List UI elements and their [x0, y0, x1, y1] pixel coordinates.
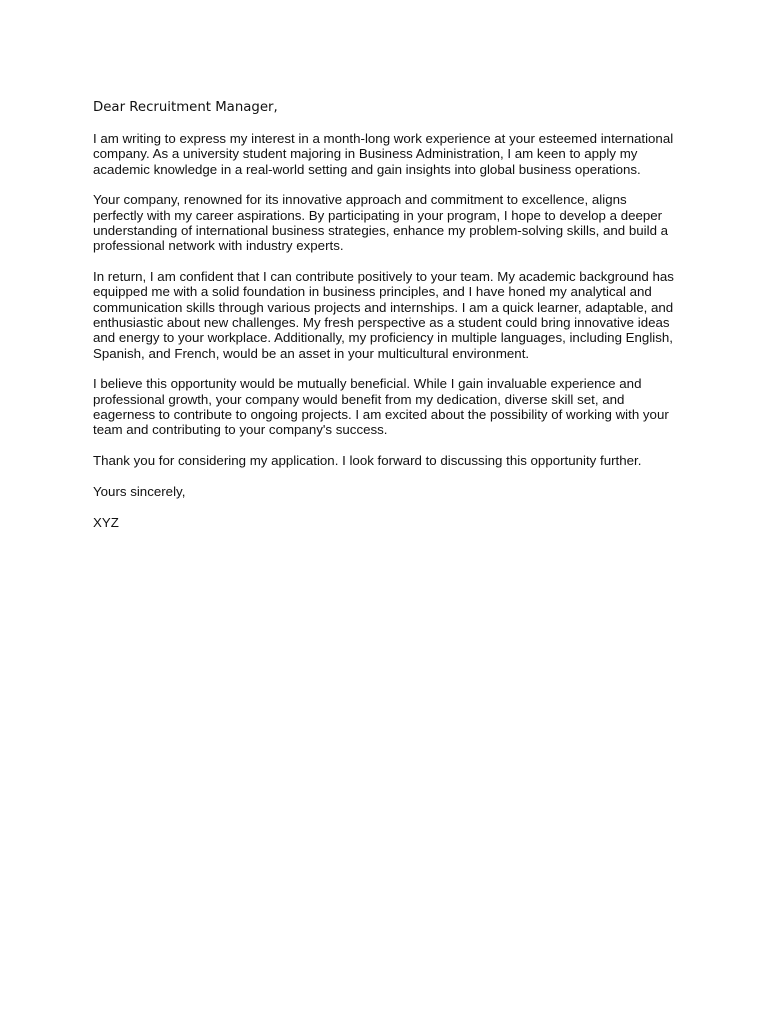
- body-paragraph-4: I believe this opportunity would be mutually beneficial. While I gain invaluable experience and professional growth, your company would benefit from my dedication, diverse skill set, and eagerness to contribute to ongoing projects. I am excited about the possibility of working with your team and contributing to your company's success.: [93, 376, 669, 438]
- body-paragraph-2: Your company, renowned for its innovative approach and commitment to excellence, aligns perfectly with my career aspirations. By participating in your program, I hope to develop a deeper understanding of international business strategies, enhance my problem-solving skills, and build a professional network with industry experts.: [93, 192, 669, 254]
- body-paragraph-5: Thank you for considering my application. I look forward to discussing this opportunity further.: [93, 453, 642, 469]
- body-paragraph-3: In return, I am confident that I can contribute positively to your team. My academic background has equipped me with a solid foundation in business principles, and I have honed my analytical and communication skills through various projects and internships. I am a quick learner, adaptable, and enthusiastic about new challenges. My fresh perspective as a student could bring innovative ideas and energy to your workplace. Additionally, my proficiency in multiple languages, including English, Spanish, and French, would be an asset in your multicultural environment.: [93, 269, 674, 361]
- closing: Yours sincerely,: [93, 483, 186, 499]
- salutation: Dear Recruitment Manager,: [93, 100, 278, 115]
- cover-letter: [93, 100, 679, 545]
- body-paragraph-1: I am writing to express my interest in a month-long work experience at your esteemed international company. As a university student majoring in Business Administration, I am keen to apply my academic knowledge in a real-world setting and gain insights into global business operations.: [93, 131, 674, 177]
- signature: XYZ: [93, 514, 119, 530]
